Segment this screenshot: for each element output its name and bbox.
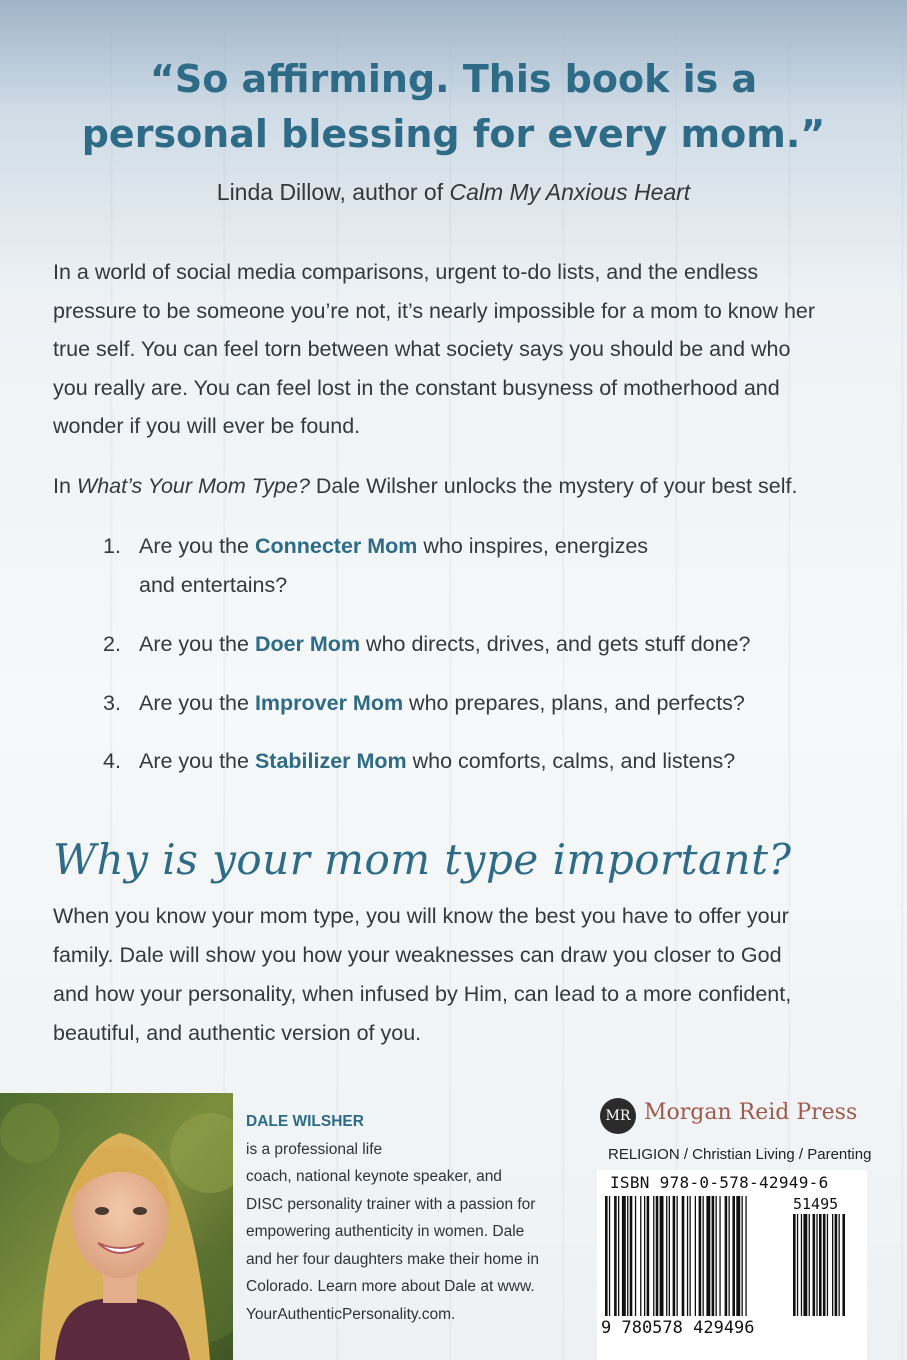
barcode-bar — [712, 1196, 715, 1316]
addon-bar — [835, 1214, 838, 1316]
list-text — [139, 625, 750, 663]
barcode-bar — [669, 1196, 670, 1316]
bisac-category: RELIGION / Christian Living / Parenting — [608, 1146, 872, 1163]
list-text — [139, 742, 735, 780]
addon-bar — [832, 1214, 833, 1316]
quote-line: personal blessing for every mom.” — [81, 112, 826, 156]
barcode-bar — [630, 1196, 633, 1316]
endorsement-quote — [0, 52, 907, 162]
addon-bar — [816, 1214, 817, 1316]
quote-line: “So affirming. This book is a — [149, 57, 758, 101]
bio-line: Colorado. Learn more about Dale at www. — [246, 1278, 535, 1295]
barcode-bar — [699, 1196, 702, 1316]
ean-number: 9 780578 429496 — [601, 1318, 755, 1338]
barcode-bar — [725, 1196, 728, 1316]
list-post: who comforts, calms, and listens? — [406, 749, 736, 773]
intro-line: true self. You can feel torn between what society says you should be and who — [53, 337, 791, 361]
barcode-bar — [622, 1196, 626, 1316]
addon-bar — [793, 1214, 796, 1316]
addon-bar — [803, 1214, 807, 1316]
barcode-bar — [690, 1196, 691, 1316]
barcode-bar — [716, 1196, 717, 1316]
why-line: family. Dale will show you how your weaknesses can draw you closer to God — [53, 943, 782, 967]
addon-bar — [813, 1214, 816, 1316]
barcode-bar — [635, 1196, 636, 1316]
mom-type-name: Stabilizer Mom — [254, 749, 407, 773]
list-number: 2. — [103, 632, 121, 656]
lead-suffix: Dale Wilsher unlocks the mystery of your best self. — [309, 474, 798, 498]
author-bio — [246, 1108, 576, 1328]
quote-attribution — [0, 179, 907, 206]
barcode-bar — [653, 1196, 654, 1316]
barcode-bar — [644, 1196, 645, 1316]
list-text — [139, 684, 745, 722]
list-pre: Are you the — [139, 632, 255, 656]
addon-bar — [823, 1214, 826, 1316]
barcode-bar — [706, 1196, 710, 1316]
author-name: DALE WILSHER — [246, 1113, 364, 1130]
list-post: who prepares, plans, and perfects? — [403, 691, 745, 715]
publisher-mark — [600, 1094, 890, 1138]
attribution-text: Linda Dillow, author of — [216, 179, 450, 205]
why-paragraph — [53, 897, 873, 1053]
addon-bar — [827, 1214, 828, 1316]
barcode-bar — [677, 1196, 678, 1316]
why-line: When you know your mom type, you will know the best you have to offer your — [53, 904, 789, 928]
addon-bar — [842, 1214, 845, 1316]
list-post: who inspires, energizes — [417, 534, 649, 558]
list-pre: Are you the — [139, 749, 255, 773]
barcode-bar — [687, 1196, 688, 1316]
addon-bar — [809, 1214, 810, 1316]
bio-line: DISC personality trainer with a passion for — [246, 1195, 536, 1213]
author-photo — [0, 1093, 233, 1360]
list-number: 4. — [103, 749, 121, 773]
bio-line: YourAuthenticPersonality.com. — [246, 1305, 456, 1323]
mom-type-name: Doer Mom — [254, 632, 361, 656]
barcode — [597, 1170, 867, 1360]
barcode-bar — [682, 1196, 685, 1316]
barcode-bar — [742, 1196, 743, 1316]
barcode-bar — [660, 1196, 664, 1316]
barcode-bar — [695, 1196, 696, 1316]
list-number: 1. — [103, 534, 121, 558]
bio-line: empowering authenticity in women. Dale — [246, 1223, 525, 1240]
lead-prefix: In — [53, 474, 77, 498]
mom-type-name: Improver Mom — [254, 691, 404, 715]
lead-book-title: What’s Your Mom Type? — [76, 474, 310, 498]
intro-paragraph — [53, 253, 863, 446]
bio-line-rest: is a professional life — [246, 1140, 383, 1158]
list-pre: Are you the — [139, 691, 255, 715]
barcode-bar — [673, 1196, 676, 1316]
barcode-bar — [719, 1196, 720, 1316]
barcode-bar — [666, 1196, 667, 1316]
barcode-bar — [609, 1196, 610, 1316]
mom-type-name: Connecter Mom — [254, 534, 418, 558]
barcode-bar — [703, 1196, 704, 1316]
barcode-bar — [745, 1196, 746, 1316]
isbn-text: ISBN 978-0-578-42949-6 — [610, 1173, 829, 1192]
publisher-name: Morgan Reid Press — [644, 1100, 858, 1125]
attribution-book-title: Calm My Anxious Heart — [449, 179, 691, 205]
addon-bar — [839, 1214, 840, 1316]
list-pre: Are you the — [139, 534, 255, 558]
barcode-bar — [614, 1196, 617, 1316]
why-line: and how your personality, when infused by Him, can lead to a more confident, — [53, 982, 792, 1006]
barcode-bar — [647, 1196, 650, 1316]
addon-bar — [797, 1214, 798, 1316]
intro-line: pressure to be someone you’re not, it’s nearly impossible for a mom to know her — [53, 298, 816, 323]
barcode-bar — [729, 1196, 730, 1316]
barcode-bar — [640, 1196, 641, 1316]
addon-bar — [801, 1214, 802, 1316]
author-portrait-icon — [0, 1093, 233, 1360]
list-text — [139, 527, 648, 565]
list-cont: and entertains? — [139, 573, 288, 597]
barcode-bar — [732, 1196, 735, 1316]
addon-bar — [819, 1214, 822, 1316]
why-line: beautiful, and authentic version of you. — [53, 1021, 422, 1045]
barcode-bar — [736, 1196, 740, 1316]
list-post: who directs, drives, and gets stuff done? — [360, 632, 751, 656]
barcode-bar — [618, 1196, 619, 1316]
section-heading: Why is your mom type important? — [53, 835, 792, 884]
bio-line: coach, national keynote speaker, and — [246, 1168, 502, 1185]
barcode-bar — [656, 1196, 659, 1316]
list-number: 3. — [103, 691, 121, 715]
mr-monogram-icon: MR — [600, 1098, 636, 1134]
bio-line — [246, 1108, 576, 1163]
barcode-bar — [627, 1196, 628, 1316]
bio-line: and her four daughters make their home in — [246, 1250, 539, 1268]
intro-line: In a world of social media comparisons, urgent to-do lists, and the endless — [53, 260, 759, 284]
intro-line: you really are. You can feel lost in the constant busyness of motherhood and — [53, 375, 780, 400]
lead-paragraph — [53, 471, 873, 501]
intro-line: wonder if you will ever be found. — [53, 414, 361, 438]
barcode-bar — [605, 1196, 608, 1316]
price-addon-number: 51495 — [793, 1195, 839, 1213]
